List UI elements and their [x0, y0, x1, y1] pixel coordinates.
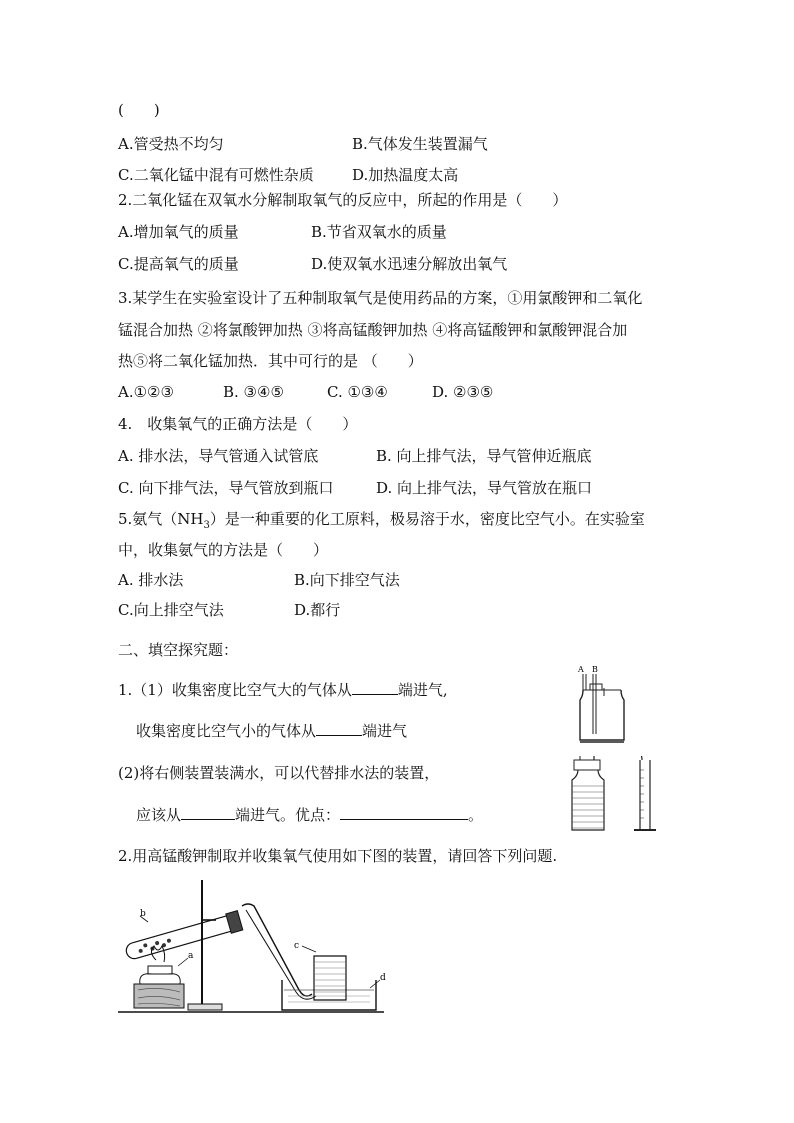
fill1-blank-1[interactable]: [352, 679, 398, 695]
q5-option-b: B.向下排空气法: [294, 571, 400, 589]
fill1-line-3: (2)将右侧装置装满水，可以代替排水法的装置，: [118, 764, 440, 782]
fill1-line-1: [118, 679, 448, 700]
fill1-line-2: [136, 720, 407, 741]
q3-option-a: A.①②③: [118, 383, 174, 401]
q1-option-a: A.管受热不均匀: [118, 135, 224, 153]
q5-option-c: C.向上排空气法: [118, 601, 224, 619]
q3-stem-line-1: 3.某学生在实验室设计了五种制取氧气是使用药品的方案，①用氯酸钾和二氧化: [118, 289, 643, 307]
gas-bottle-figure: [574, 660, 630, 744]
fill2-stem: 2.用高锰酸钾制取并收集氧气使用如下图的装置，请回答下列问题.: [118, 847, 558, 865]
q3-option-c: C. ①③④: [327, 383, 388, 401]
q4-option-b: B. 向上排气法，导气管伸近瓶底: [376, 447, 592, 465]
fill1-line4-post: 。: [468, 806, 484, 824]
fill1-line4-mid: 端进气。优点：: [235, 806, 341, 824]
apparatus-label-c: c: [294, 941, 300, 951]
q5-option-a: A. 排水法: [118, 571, 184, 589]
q5-stem-line-1: [118, 509, 645, 536]
q4-option-d: D. 向上排气法，导气管放在瓶口: [376, 479, 593, 497]
oxygen-apparatus-figure: [118, 876, 388, 1016]
fill1-blank-4[interactable]: [340, 804, 468, 820]
fill1-blank-3[interactable]: [181, 804, 235, 820]
water-displacement-figure: [564, 756, 666, 834]
bottle-label-b: B: [592, 665, 598, 674]
fill1-line2-post: 端进气: [362, 722, 408, 740]
q2-option-c: C.提高氧气的质量: [118, 255, 239, 273]
q3-stem-line-3: 热⑤将二氧化锰加热．其中可行的是 （ ）: [118, 352, 423, 370]
q5-stem-post: ）是一种重要的化工原料，极易溶于水，密度比空气小。在实验室: [209, 510, 645, 528]
fill1-line1-post: 端进气,: [397, 681, 448, 699]
q1-option-c: C.二氧化锰中混有可燃性杂质: [118, 166, 314, 184]
q4-option-a: A. 排水法，导气管通入试管底: [118, 447, 319, 465]
fill1-line1-pre: 1.（1）收集密度比空气大的气体从: [118, 681, 352, 699]
q2-option-b: B.节省双氧水的质量: [311, 223, 447, 241]
q5-option-d: D.都行: [294, 601, 341, 619]
q4-option-c: C. 向下排气法，导气管放到瓶口: [118, 479, 334, 497]
fill1-blank-2[interactable]: [316, 720, 362, 736]
q1-option-d: D.加热温度太高: [352, 166, 459, 184]
apparatus-label-b: b: [140, 909, 146, 919]
q2-option-a: A.增加氧气的质量: [118, 223, 239, 241]
q5-stem-line-2: 中，收集氨气的方法是（ ）: [118, 541, 329, 559]
fill1-line4-pre: 应该从: [136, 806, 182, 824]
fill1-line-4: [136, 804, 483, 825]
q1-answer-paren: ( ): [118, 101, 160, 119]
q5-stem-pre: 5.氨气（NH: [118, 510, 204, 528]
q4-stem: 4. 收集氧气的正确方法是（ ）: [118, 415, 358, 433]
bottle-label-a: A: [578, 665, 584, 674]
q2-stem: 2.二氧化锰在双氧水分解制取氧气的反应中，所起的作用是（ ）: [118, 191, 568, 209]
fill1-line2-pre: 收集密度比空气小的气体从: [136, 722, 317, 740]
q3-option-b: B. ③④⑤: [223, 383, 284, 401]
apparatus-label-d: d: [380, 973, 386, 983]
q3-option-d: D. ②③⑤: [432, 383, 494, 401]
section-2-heading: 二、填空探究题：: [118, 641, 239, 659]
apparatus-label-a: a: [188, 951, 194, 961]
q3-stem-line-2: 锰混合加热 ②将氯酸钾加热 ③将高锰酸钾加热 ④将高锰酸钾和氯酸钾混合加: [118, 321, 628, 339]
q1-option-b: B.气体发生装置漏气: [352, 135, 488, 153]
q5-stem-subscript: 3: [203, 520, 210, 531]
q2-option-d: D.使双氧水迅速分解放出氧气: [311, 255, 508, 273]
